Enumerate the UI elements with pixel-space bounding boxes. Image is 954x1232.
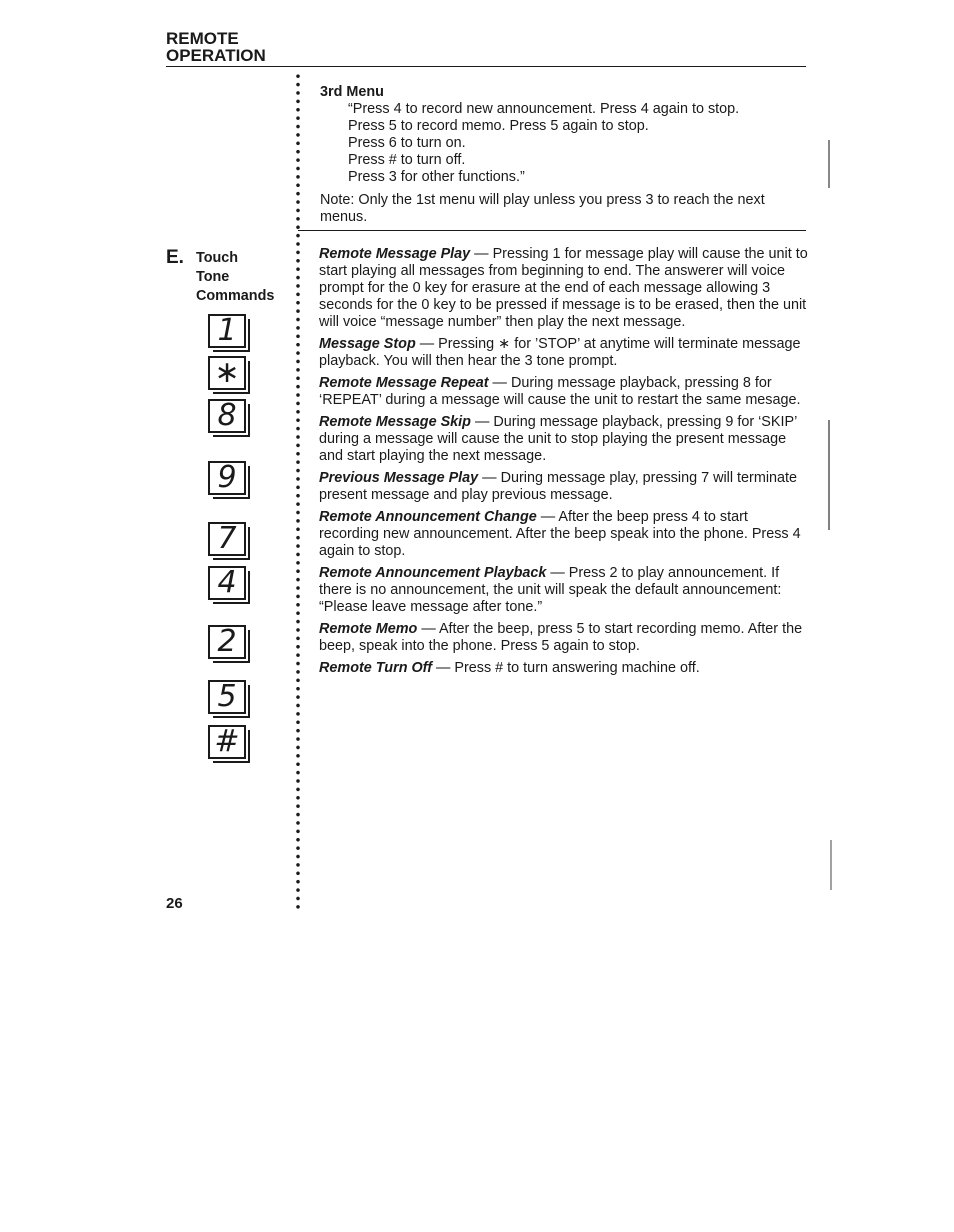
command-title: Previous Message Play — [319, 470, 479, 486]
command-item — [319, 375, 811, 409]
third-menu-line: Press 5 to record memo. Press 5 again to stop. — [348, 118, 649, 134]
section-title — [166, 30, 266, 64]
third-menu-prompt — [320, 101, 810, 186]
key-5-icon: 5 — [208, 680, 246, 714]
section-rule — [298, 230, 806, 231]
section-heading — [196, 249, 274, 306]
command-title: Remote Turn Off — [319, 660, 433, 676]
command-title: Remote Message Play — [319, 246, 471, 262]
command-text: — During message playback, pressing 8 for ‘REPEAT’ during a message will cause the unit to restart the same mesage. — [319, 375, 801, 408]
section-heading-line: Tone — [196, 269, 230, 285]
dotted-column-divider — [296, 72, 300, 912]
command-title: Remote Announcement Change — [319, 509, 537, 525]
command-title: Remote Announcement Playback — [319, 565, 547, 581]
third-menu-line: Press 3 for other functions.” — [348, 169, 525, 185]
section-title-line1: REMOTE — [166, 29, 239, 48]
command-item — [319, 565, 811, 616]
scan-artifact — [828, 140, 830, 188]
key-8-icon: 8 — [208, 399, 246, 433]
third-menu-line: Press # to turn off. — [348, 152, 466, 168]
command-text: — Pressing 1 for message play will cause the unit to start playing all messages from beginning to end. The answerer will voice prompt for the 0 key for erasure at the end of each message allowing 3 seconds for the 0 key to be pressed if message is to be erased, then the unit will voice “message number” then play the next message. — [319, 246, 808, 330]
command-item — [319, 336, 811, 370]
key-4-icon: 4 — [208, 566, 246, 600]
key-2-icon: 2 — [208, 625, 246, 659]
key-7-icon: 7 — [208, 522, 246, 556]
command-item — [319, 509, 811, 560]
command-text: — Pressing ∗ for ’STOP’ at anytime will terminate message playback. You will then hear the 3 tone prompt. — [319, 336, 801, 369]
command-item — [319, 621, 811, 655]
command-item — [319, 660, 811, 677]
third-menu-line: “Press 4 to record new announcement. Press 4 again to stop. — [348, 101, 740, 117]
section-letter: E. — [166, 247, 184, 268]
command-text: — During message play, pressing 7 will terminate present message and play previous message. — [319, 470, 798, 503]
section-heading-line: Commands — [196, 288, 275, 304]
command-list — [319, 246, 811, 682]
command-title: Remote Memo — [319, 621, 418, 637]
command-item — [319, 414, 811, 465]
section-title-line2: OPERATION — [166, 46, 266, 65]
third-menu-heading: 3rd Menu — [320, 84, 384, 100]
page-number: 26 — [166, 895, 183, 912]
key-1-icon: 1 — [208, 314, 246, 348]
command-title: Remote Message Repeat — [319, 375, 489, 391]
key-9-icon: 9 — [208, 461, 246, 495]
command-text: — During message playback, pressing 9 for ‘SKIP’ during a message will cause the unit to stop playing the present message and start playing the next message. — [319, 414, 797, 464]
third-menu-block — [320, 84, 810, 226]
command-text: — Press # to turn answering machine off. — [432, 660, 700, 676]
command-text: — After the beep, press 5 to start recording memo. After the beep, speak into the phone. Press 5 again to stop. — [319, 621, 803, 654]
command-text: — Press 2 to play announcement. If there is no announcement, the unit will speak the default announcement: “Please leave message after tone.” — [319, 565, 782, 615]
key-hash-icon: # — [208, 725, 246, 759]
command-item — [319, 246, 811, 331]
section-heading-line: Touch — [196, 250, 239, 266]
scan-artifact — [828, 420, 830, 530]
command-title: Remote Message Skip — [319, 414, 471, 430]
third-menu-line: Press 6 to turn on. — [348, 135, 466, 151]
command-item — [319, 470, 811, 504]
command-text: — After the beep press 4 to start recording new announcement. After the beep speak into the phone. Press 4 again to stop. — [319, 509, 801, 559]
command-title: Message Stop — [319, 336, 416, 352]
key-star-icon: ∗ — [208, 356, 246, 390]
scan-artifact — [830, 840, 832, 890]
header-rule — [166, 66, 806, 67]
third-menu-note: Note: Only the 1st menu will play unless you press 3 to reach the next menus. — [320, 192, 765, 225]
